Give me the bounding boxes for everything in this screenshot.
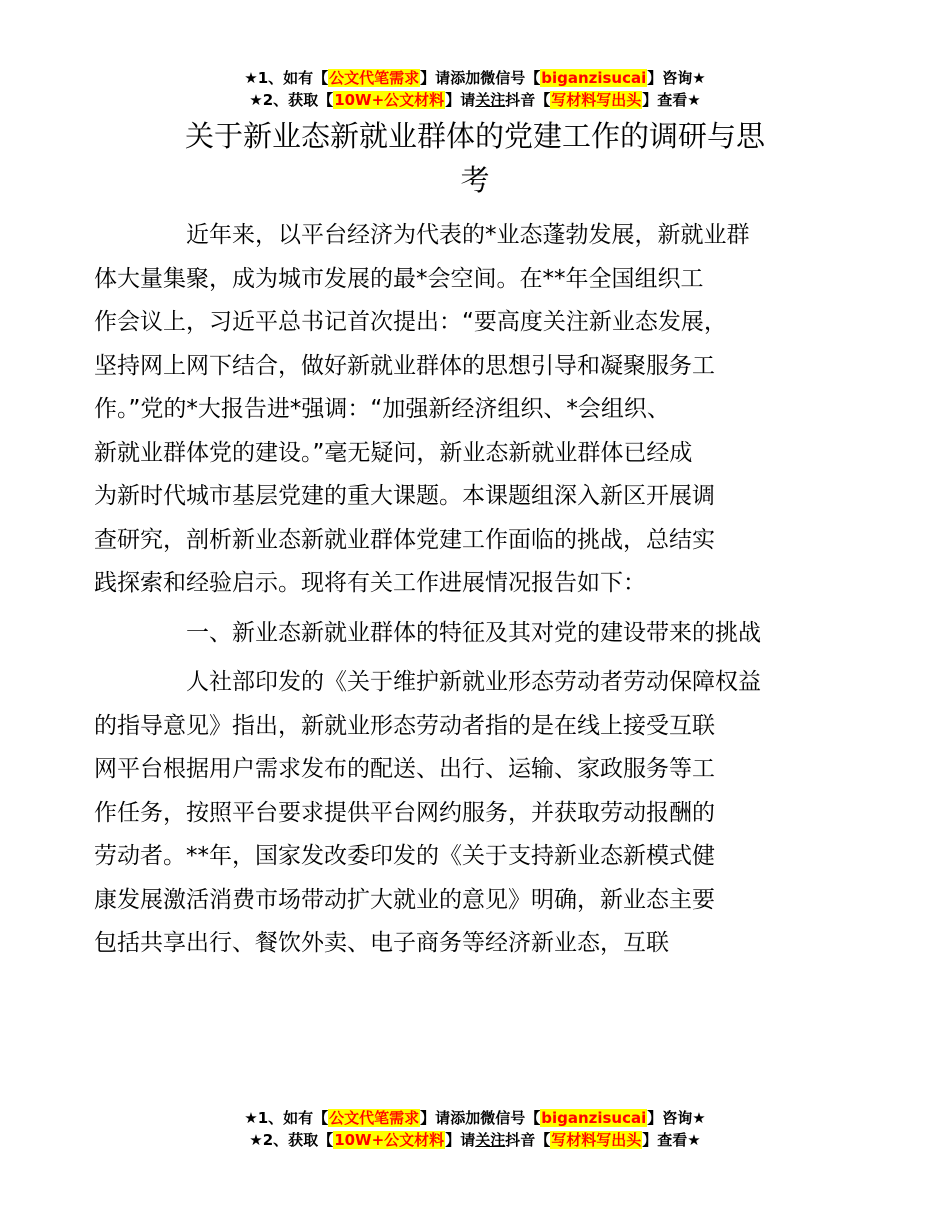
paragraph-line: 作任务，按照平台要求提供平台网约服务，并获取劳动报酬的 <box>94 799 715 826</box>
promo-highlight-douyin-account: 写材料写出头 <box>551 1131 642 1149</box>
promo-line-1-emph: 添加 <box>450 1109 481 1127</box>
paragraph-line: 包括共享出行、餐饮外卖、电子商务等经济新业态，互联 <box>94 930 669 956</box>
promo-highlight-wechat-id: biganzisucai <box>541 1109 647 1127</box>
promo-line-2-prefix: ★2、获取【 <box>249 1131 334 1149</box>
section-heading-1 <box>140 612 830 656</box>
promo-line-1-prefix: ★1、如有【 <box>244 1109 329 1127</box>
document-body <box>94 214 830 966</box>
paragraph-line: 康发展激活消费市场带动扩大就业的意见》明确，新业态主要 <box>94 886 715 913</box>
promo-line-1-prefix: ★1、如有【 <box>244 69 329 87</box>
promo-banner-bottom <box>0 1107 950 1151</box>
paragraph-line: 劳动者。**年，国家发改委印发的《关于支持新业态新模式健 <box>94 843 715 869</box>
promo-line-2-middle-a: 】请 <box>445 91 476 109</box>
promo-line-2-emph: 关注 <box>475 1131 506 1149</box>
promo-line-2-suffix: 】查看★ <box>642 91 701 109</box>
promo-line-1-suffix: 】咨询★ <box>647 1109 706 1127</box>
paragraph-line: 体大量集聚，成为城市发展的最*会空间。在**年全国组织工 <box>94 265 704 292</box>
promo-line-1-middle-b: 微信号【 <box>480 1109 541 1127</box>
paragraph-line: 作会议上，习近平总书记首次提出：“要高度关注新业态发展， <box>94 309 727 335</box>
promo-line-2-middle-b: 抖音【 <box>505 91 551 109</box>
promo-line-1-emph: 添加 <box>450 69 481 87</box>
paragraph-line: 网平台根据用户需求发布的配送、出行、运输、家政服务等工 <box>94 756 715 782</box>
promo-highlight-wechat-id: biganzisucai <box>541 69 647 87</box>
promo-line-2-prefix: ★2、获取【 <box>249 91 334 109</box>
paragraph-line: 作。”党的*大报告进*强调：“加强新经济组织、*会组织、 <box>94 396 670 422</box>
promo-line-2-middle-a: 】请 <box>445 1131 476 1149</box>
paragraph-line: 坚持网上网下结合，做好新就业群体的思想引导和凝聚服务工 <box>94 352 715 379</box>
paragraph-line: 践探索和经验启示。现将有关工作进展情况报告如下： <box>94 570 646 596</box>
promo-line-2-middle-b: 抖音【 <box>505 1131 551 1149</box>
paragraph-line: 的指导意见》指出，新就业形态劳动者指的是在线上接受互联 <box>94 712 715 739</box>
promo-line-1-suffix: 】咨询★ <box>647 69 706 87</box>
promo-line-2-suffix: 】查看★ <box>642 1131 701 1149</box>
paragraph-line: 人社部印发的《关于维护新就业形态劳动者劳动保障权益 <box>186 669 761 695</box>
promo-highlight-ghostwriting: 公文代笔需求 <box>329 1109 420 1127</box>
promo-line-1 <box>0 67 950 89</box>
promo-line-1-middle-a: 】请 <box>420 1109 451 1127</box>
promo-line-2-emph: 关注 <box>475 91 506 109</box>
document-title-line-1: 关于新业态新就业群体的党建工作的调研与思 <box>184 119 765 153</box>
paragraph-line: 为新时代城市基层党建的重大课题。本课题组深入新区开展调 <box>94 483 715 509</box>
document-title-line-2: 考 <box>460 163 490 197</box>
promo-highlight-materials: 10W+公文材料 <box>334 91 445 109</box>
paragraph-introduction <box>94 214 830 606</box>
paragraph-line: 近年来，以平台经济为代表的*业态蓬勃发展，新就业群 <box>186 222 750 248</box>
promo-highlight-ghostwriting: 公文代笔需求 <box>329 69 420 87</box>
section-heading-text: 一、新业态新就业群体的特征及其对党的建设带来的挑战 <box>186 619 761 646</box>
promo-line-2 <box>0 1129 950 1151</box>
promo-line-1-middle-a: 】请 <box>420 69 451 87</box>
promo-line-1-middle-b: 微信号【 <box>480 69 541 87</box>
paragraph-definition <box>94 661 830 966</box>
promo-highlight-douyin-account: 写材料写出头 <box>551 91 642 109</box>
promo-banner-top <box>0 67 950 111</box>
document-title <box>140 114 810 202</box>
promo-line-2 <box>0 89 950 111</box>
promo-highlight-materials: 10W+公文材料 <box>334 1131 445 1149</box>
promo-line-1 <box>0 1107 950 1129</box>
paragraph-line: 新就业群体党的建设。”毫无疑问，新业态新就业群体已经成 <box>94 439 693 466</box>
paragraph-line: 查研究，剖析新业态新就业群体党建工作面临的挑战，总结实 <box>94 526 715 553</box>
